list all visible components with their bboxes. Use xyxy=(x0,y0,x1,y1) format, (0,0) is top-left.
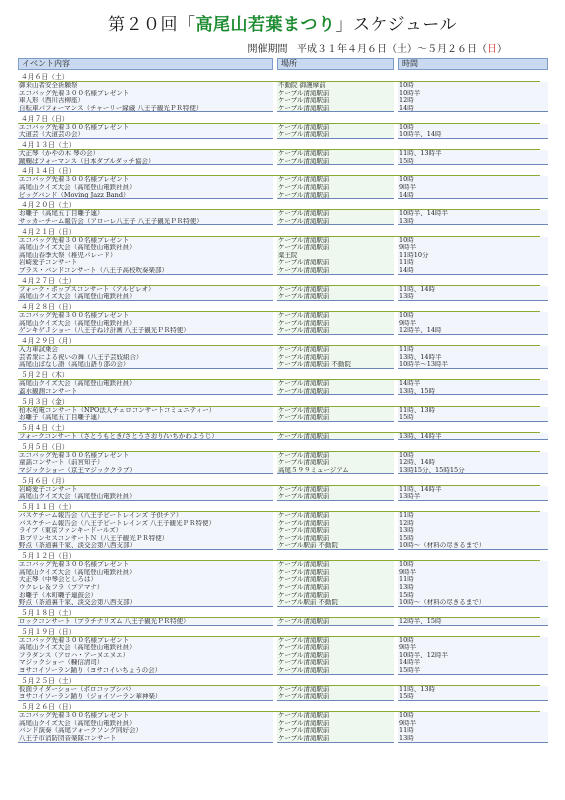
time-cell: 15時 xyxy=(398,535,548,543)
event-cell: 高尾山ばなし語（高尾山語り部の会） xyxy=(18,361,273,369)
table-row xyxy=(18,267,548,275)
event-cell: フォークコンサート（さとうもとき/さとうさおり/いちかわようじ） xyxy=(18,433,273,441)
day-date: ５月４日（土） xyxy=(18,423,540,433)
place-cell: ケーブル清滝駅前 xyxy=(277,459,394,467)
event-cell: フォーク・ポップスコンサート（アルビレオ） xyxy=(18,286,273,294)
table-row xyxy=(18,644,548,652)
table-row xyxy=(18,652,548,660)
event-cell: ビッグバンド（Moving Jazz Band） xyxy=(18,192,273,200)
place-cell: ケーブル清滝駅前 xyxy=(277,293,394,301)
table-row xyxy=(18,493,548,501)
place-cell: ケーブル清滝駅前 xyxy=(277,354,394,362)
table-row xyxy=(18,131,548,139)
table-row xyxy=(18,90,548,98)
place-cell: ケーブル駅前 不動院 xyxy=(277,599,394,607)
time-cell: 9時半 xyxy=(398,644,548,652)
place-cell: ケーブル清滝駅前 xyxy=(277,735,394,743)
table-row xyxy=(18,82,548,90)
event-period xyxy=(247,40,507,55)
time-cell: 9時半 xyxy=(398,320,548,328)
festival-name: 高尾山若葉まつり xyxy=(195,15,336,35)
table-row xyxy=(18,346,548,354)
event-cell: フラダンス（アロハ・アーヌエヌエ） xyxy=(18,652,273,660)
time-cell: 14時半 xyxy=(398,380,548,388)
place-cell: 不動院 御護摩前 xyxy=(277,82,394,90)
table-row xyxy=(18,158,548,166)
table-row xyxy=(18,388,548,396)
time-cell: 10時～（材料の尽きるまで） xyxy=(398,599,548,607)
event-cell: ライブ（東京ファンキードールズ） xyxy=(18,527,273,535)
table-row xyxy=(18,327,548,335)
event-cell: サッカーチーム報告会（アローレ八王子 八王子観光ＰＲ特使） xyxy=(18,218,273,226)
place-cell: ケーブル清滝駅前 xyxy=(277,244,394,252)
time-cell: 12時 xyxy=(398,520,548,528)
table-row xyxy=(18,659,548,667)
table-row xyxy=(18,361,548,369)
place-cell: ケーブル清滝駅前 xyxy=(277,712,394,720)
place-cell: ケーブル清滝駅前 xyxy=(277,618,394,626)
place-cell: ケーブル清滝駅前 xyxy=(277,388,394,396)
time-cell: 10時 xyxy=(398,452,548,460)
time-cell: 12時、14時 xyxy=(398,459,548,467)
table-row xyxy=(18,535,548,543)
event-cell: 芸者衆による祝いの舞（八王子芸妓組合） xyxy=(18,354,273,362)
place-cell: ケーブル清滝駅前 xyxy=(277,433,394,441)
schedule-table xyxy=(18,58,548,744)
schedule-day xyxy=(18,72,548,112)
place-cell: ケーブル清滝駅前 xyxy=(277,584,394,592)
schedule-day xyxy=(18,423,548,441)
place-cell: ケーブル清滝駅前 xyxy=(277,90,394,98)
place-cell: ケーブル清滝駅前 xyxy=(277,637,394,645)
event-cell: 岩崎愛子コンサート xyxy=(18,259,273,267)
table-row xyxy=(18,105,548,113)
time-cell: 13時 xyxy=(398,584,548,592)
schedule-day xyxy=(18,608,548,626)
schedule-day xyxy=(18,276,548,301)
time-cell: 10時半 xyxy=(398,90,548,98)
schedule-days xyxy=(18,72,548,743)
event-cell: バスケチーム報告会（八王子ビートレインズ 八王子観光ＰＲ特使） xyxy=(18,520,273,528)
place-cell: ケーブル清滝駅前 xyxy=(277,267,394,275)
day-date: ４月７日（日） xyxy=(18,114,540,124)
event-cell: エコバッグ先着３００名様プレゼント xyxy=(18,452,273,460)
event-cell: 童謡コンサート（前宮知子） xyxy=(18,459,273,467)
table-row xyxy=(18,320,548,328)
table-row xyxy=(18,259,548,267)
day-date: ５月１１日（土） xyxy=(18,502,540,512)
table-row xyxy=(18,286,548,294)
table-row xyxy=(18,592,548,600)
place-cell: ケーブル清滝駅前 xyxy=(277,527,394,535)
day-date: ５月１９日（日） xyxy=(18,627,540,637)
time-cell: 12時半、15時 xyxy=(398,618,548,626)
event-cell: 蹴鞠ぱフォーマンス（日本ダブルダッチ協会） xyxy=(18,158,273,166)
event-cell: 高尾山クイズ大会（高尾登山電鉄社員） xyxy=(18,293,273,301)
place-cell: ケーブル清滝駅前 xyxy=(277,286,394,294)
place-cell: ケーブル清滝駅前 xyxy=(277,693,394,701)
schedule-day xyxy=(18,397,548,422)
time-cell: 10時 xyxy=(398,176,548,184)
event-cell: 高尾山春季大祭（稚児パレード） xyxy=(18,252,273,260)
table-row xyxy=(18,312,548,320)
event-cell: お囃子（高尾五丁目囃子連） xyxy=(18,414,273,422)
place-cell: ケーブル清滝駅前 不動院 xyxy=(277,361,394,369)
table-row xyxy=(18,467,548,475)
event-cell: ヨサコイソーラン踊り（ヨサコイいちょうの会） xyxy=(18,667,273,675)
place-cell: ケーブル清滝駅前 xyxy=(277,124,394,132)
table-row xyxy=(18,150,548,158)
event-cell: 野点（茶道裏千家、淡交会第八西支部） xyxy=(18,599,273,607)
place-cell: ケーブル清滝駅前 xyxy=(277,652,394,660)
time-cell: 11時 xyxy=(398,512,548,520)
event-cell: エコバッグ先着３００名様プレゼント xyxy=(18,90,273,98)
time-cell: 14時半 xyxy=(398,659,548,667)
place-cell: ケーブル清滝駅前 xyxy=(277,592,394,600)
table-row xyxy=(18,735,548,743)
place-cell: ケーブル清滝駅前 xyxy=(277,535,394,543)
place-cell: ケーブル清滝駅前 xyxy=(277,131,394,139)
event-cell: 高尾山クイズ大会（高尾登山電鉄社員） xyxy=(18,184,273,192)
place-cell: ケーブル清滝駅前 xyxy=(277,176,394,184)
place-cell: ケーブル清滝駅前 xyxy=(277,520,394,528)
time-cell: 11時 xyxy=(398,727,548,735)
schedule-day xyxy=(18,627,548,675)
header-row xyxy=(18,58,548,70)
header-time: 時間 xyxy=(398,58,548,70)
schedule-day xyxy=(18,551,548,607)
time-cell: 11時、13時半 xyxy=(398,150,548,158)
place-cell: ケーブル清滝駅前 xyxy=(277,327,394,335)
event-cell: 御来山者安全祈願祭 xyxy=(18,82,273,90)
schedule-day xyxy=(18,442,548,475)
event-cell: エコバッグ先着３００名様プレゼント xyxy=(18,237,273,245)
time-cell: 9時半 xyxy=(398,244,548,252)
table-row xyxy=(18,520,548,528)
place-cell: ケーブル清滝駅前 xyxy=(277,452,394,460)
time-cell: 11時 xyxy=(398,576,548,584)
time-cell: 12時半、14時 xyxy=(398,327,548,335)
place-cell: ケーブル清滝駅前 xyxy=(277,320,394,328)
time-cell: 11時、14時 xyxy=(398,286,548,294)
time-cell: 15時 xyxy=(398,158,548,166)
event-cell: 高尾山クイズ大会（高尾登山電鉄社員） xyxy=(18,320,273,328)
table-row xyxy=(18,354,548,362)
event-cell: エコバッグ先着３００名様プレゼント xyxy=(18,312,273,320)
schedule-day xyxy=(18,227,548,275)
event-cell: マジックショー（糠信清司） xyxy=(18,659,273,667)
time-cell: 10時～（材料の尽きるまで） xyxy=(398,542,548,550)
time-cell: 14時 xyxy=(398,105,548,113)
schedule-day xyxy=(18,502,548,550)
table-row xyxy=(18,452,548,460)
place-cell: ケーブル清滝駅前 xyxy=(277,150,394,158)
time-cell: 13時15分、15時15分 xyxy=(398,467,548,475)
time-cell: 13時 xyxy=(398,293,548,301)
time-cell: 9時半 xyxy=(398,720,548,728)
place-cell: ケーブル清滝駅前 xyxy=(277,218,394,226)
time-cell: 12時 xyxy=(398,97,548,105)
table-row xyxy=(18,252,548,260)
place-cell: ケーブル清滝駅前 xyxy=(277,576,394,584)
day-date: ５月６日（月） xyxy=(18,476,540,486)
day-date: ４月１３日（土） xyxy=(18,140,540,150)
table-row xyxy=(18,237,548,245)
time-cell: 13時、14時半 xyxy=(398,354,548,362)
time-cell: 9時半 xyxy=(398,569,548,577)
table-row xyxy=(18,184,548,192)
table-row xyxy=(18,210,548,218)
table-row xyxy=(18,218,548,226)
time-cell: 11時 xyxy=(398,259,548,267)
time-cell: 10時 xyxy=(398,561,548,569)
event-cell: 蓋水観測コンサート xyxy=(18,388,273,396)
place-cell: ケーブル清滝駅前 xyxy=(277,97,394,105)
place-cell: ケーブル清滝駅前 xyxy=(277,686,394,694)
table-row xyxy=(18,693,548,701)
time-cell: 10時半～13時半 xyxy=(398,361,548,369)
time-cell: 14時 xyxy=(398,192,548,200)
day-date: ５月１８日（土） xyxy=(18,608,540,618)
table-row xyxy=(18,720,548,728)
event-cell: エコバッグ先着３００名様プレゼント xyxy=(18,176,273,184)
header-event: イベント内容 xyxy=(18,58,273,70)
day-date: ４月２１日（日） xyxy=(18,227,540,237)
table-row xyxy=(18,459,548,467)
event-cell: ゲンキゲＪショー（八王子ねけ計画 八王子観光ＰＲ特使） xyxy=(18,327,273,335)
table-row xyxy=(18,618,548,626)
place-cell: ケーブル清滝駅前 xyxy=(277,237,394,245)
time-cell: 15時 xyxy=(398,592,548,600)
event-cell: 車人形（西川古柳座） xyxy=(18,97,273,105)
day-date: ４月２０日（土） xyxy=(18,200,540,210)
place-cell: ケーブル清滝駅前 xyxy=(277,659,394,667)
event-cell: 八王子市消防団音楽隊コンサート xyxy=(18,735,273,743)
day-date: ５月１２日（日） xyxy=(18,551,540,561)
time-cell: 11時、13時 xyxy=(398,407,548,415)
event-cell: エコバッグ先着３００名様プレゼント xyxy=(18,124,273,132)
event-cell: 高尾山クイズ大会（高尾登山電鉄社員） xyxy=(18,720,273,728)
table-row xyxy=(18,667,548,675)
day-date: ４月２８日（日） xyxy=(18,302,540,312)
period-sunday: 日 xyxy=(487,44,497,55)
schedule-day xyxy=(18,476,548,501)
event-cell: 高尾山クイズ大会（高尾登山電鉄社員） xyxy=(18,644,273,652)
event-cell: 岩崎愛子コンサート xyxy=(18,486,273,494)
place-cell: ケーブル清滝駅前 xyxy=(277,512,394,520)
place-cell: ケーブル清滝駅前 xyxy=(277,644,394,652)
event-cell: エコバッグ先着３００名様プレゼント xyxy=(18,637,273,645)
day-date: ４月２９日（月） xyxy=(18,336,540,346)
day-date: ５月２日（木） xyxy=(18,370,540,380)
schedule-day xyxy=(18,200,548,225)
place-cell: 高尾５９９ミュージアム xyxy=(277,467,394,475)
place-cell: ケーブル清滝駅前 xyxy=(277,486,394,494)
schedule-day xyxy=(18,166,548,199)
place-cell: ケーブル清滝駅前 xyxy=(277,259,394,267)
time-cell: 15時半 xyxy=(398,667,548,675)
time-cell: 13時 xyxy=(398,735,548,743)
place-cell: ケーブル清滝駅前 xyxy=(277,105,394,113)
table-row xyxy=(18,97,548,105)
place-cell: ケーブル清滝駅前 xyxy=(277,210,394,218)
page-title xyxy=(0,10,565,35)
place-cell: ケーブル清滝駅前 xyxy=(277,727,394,735)
table-row xyxy=(18,686,548,694)
place-cell: ケーブル清滝駅前 xyxy=(277,561,394,569)
place-cell: ケーブル清滝駅前 xyxy=(277,312,394,320)
place-cell: ケーブル清滝駅前 xyxy=(277,493,394,501)
schedule-day xyxy=(18,114,548,139)
time-cell: 10時 xyxy=(398,82,548,90)
time-cell: 10時半、14時 xyxy=(398,131,548,139)
table-row xyxy=(18,576,548,584)
event-cell: バンド演奏（高尾フォークソング同好会） xyxy=(18,727,273,735)
event-cell: お囃子（高尾五丁目囃子連） xyxy=(18,210,273,218)
day-date: ４月１４日（日） xyxy=(18,166,540,176)
time-cell: 13時半 xyxy=(398,493,548,501)
time-cell: 13時 xyxy=(398,218,548,226)
header-place: 場所 xyxy=(277,58,394,70)
table-row xyxy=(18,293,548,301)
table-row xyxy=(18,380,548,388)
table-row xyxy=(18,486,548,494)
place-cell: ケーブル清滝駅前 xyxy=(277,192,394,200)
event-cell: 大正琴（かやの木 琴の会） xyxy=(18,150,273,158)
day-date: ４月２７日（土） xyxy=(18,276,540,286)
place-cell: ケーブル清滝駅前 xyxy=(277,346,394,354)
place-cell: ケーブル清滝駅前 xyxy=(277,158,394,166)
event-cell: ウクレレ＆フラ（プアマナ） xyxy=(18,584,273,592)
period-text: 平成３１年４月６日（土）～５月２６日（ xyxy=(297,44,487,55)
event-cell: 高尾山クイズ大会（高尾登山電鉄社員） xyxy=(18,244,273,252)
time-cell: 14時 xyxy=(398,267,548,275)
place-cell: ケーブル清滝駅前 xyxy=(277,667,394,675)
table-row xyxy=(18,414,548,422)
event-cell: バスケチーム報告会（八王子ビートレインズ 子供チア） xyxy=(18,512,273,520)
time-cell: 11時10分 xyxy=(398,252,548,260)
schedule-day xyxy=(18,302,548,335)
place-cell: ケーブル清滝駅前 xyxy=(277,720,394,728)
event-cell: 高尾山クイズ大会（高尾登山電鉄社員） xyxy=(18,569,273,577)
event-cell: 高尾山クイズ大会（高尾登山電鉄社員） xyxy=(18,380,273,388)
title-prefix: 第２０回「 xyxy=(108,15,196,35)
table-row xyxy=(18,433,548,441)
schedule-day xyxy=(18,676,548,701)
table-row xyxy=(18,727,548,735)
time-cell: 15時 xyxy=(398,693,548,701)
table-row xyxy=(18,527,548,535)
place-cell: ケーブル清滝駅前 xyxy=(277,414,394,422)
place-cell: ケーブル清滝駅前 xyxy=(277,184,394,192)
place-cell: 薬王院 xyxy=(277,252,394,260)
table-row xyxy=(18,407,548,415)
event-cell: 高尾山クイズ大会（高尾登山電鉄社員） xyxy=(18,493,273,501)
time-cell: 10時 xyxy=(398,312,548,320)
title-suffix: 」スケジュール xyxy=(335,15,457,35)
time-cell: 11時、14時半 xyxy=(398,486,548,494)
event-cell: ヨサコイソーラン踊り（ジョイソーラン華神楽） xyxy=(18,693,273,701)
event-cell: 仮面ライダーショー（ボロコップシバ） xyxy=(18,686,273,694)
day-date: ４月６日（土） xyxy=(18,72,540,82)
event-cell: エコバッグ先着３００名様プレゼント xyxy=(18,561,273,569)
event-cell: マジックショー（京王マジッククラブ） xyxy=(18,467,273,475)
event-cell: 柏木苑電コンサート（NPO法人チェロコンサートコミュニティー） xyxy=(18,407,273,415)
event-cell: ブラス・バンドコンサート（八王子高校吹奏楽部） xyxy=(18,267,273,275)
table-row xyxy=(18,244,548,252)
time-cell: 11時、13時 xyxy=(398,686,548,694)
time-cell: 13時、14時半 xyxy=(398,433,548,441)
time-cell: 10時 xyxy=(398,237,548,245)
table-row xyxy=(18,599,548,607)
schedule-day xyxy=(18,140,548,165)
time-cell: 13時 xyxy=(398,527,548,535)
table-row xyxy=(18,584,548,592)
place-cell: ケーブル駅前 不動院 xyxy=(277,542,394,550)
place-cell: ケーブル清滝駅前 xyxy=(277,407,394,415)
event-cell: 大正琴（中琴会としろは） xyxy=(18,576,273,584)
event-cell: エコバッグ先着３００名様プレゼント xyxy=(18,712,273,720)
event-cell: ＢプリンセスコンサートＮ（八王子観光ＰＲ特使） xyxy=(18,535,273,543)
schedule-day xyxy=(18,370,548,395)
event-cell: 大道芸（大道芸の会） xyxy=(18,131,273,139)
time-cell: 11時 xyxy=(398,346,548,354)
table-row xyxy=(18,192,548,200)
event-cell: ロックコンサート（プラチナリズム 八王子観光ＰＲ特使） xyxy=(18,618,273,626)
period-close: ） xyxy=(497,44,507,55)
event-cell: お囃子（木町囃子連鼓会） xyxy=(18,592,273,600)
place-cell: ケーブル清滝駅前 xyxy=(277,380,394,388)
schedule-day xyxy=(18,702,548,742)
period-label: 開催期間 xyxy=(247,44,288,55)
day-date: ５月５日（日） xyxy=(18,442,540,452)
table-row xyxy=(18,561,548,569)
place-cell: ケーブル清滝駅前 xyxy=(277,569,394,577)
schedule-day xyxy=(18,336,548,369)
table-row xyxy=(18,712,548,720)
time-cell: 10時 xyxy=(398,637,548,645)
table-row xyxy=(18,637,548,645)
table-row xyxy=(18,512,548,520)
day-date: ５月２５日（土） xyxy=(18,676,540,686)
time-cell: 10時 xyxy=(398,124,548,132)
table-row xyxy=(18,542,548,550)
event-cell: 自転車パフォーマンス（チャーリー縁蔵 八王子観光ＰＲ特使） xyxy=(18,105,273,113)
event-cell: 野点（茶道裏千家、淡交会第八西支部） xyxy=(18,542,273,550)
day-date: ５月２６日（日） xyxy=(18,702,540,712)
time-cell: 10時半、14時半 xyxy=(398,210,548,218)
time-cell: 9時半 xyxy=(398,184,548,192)
table-row xyxy=(18,569,548,577)
time-cell: 15時 xyxy=(398,414,548,422)
time-cell: 10時半、12時半 xyxy=(398,652,548,660)
time-cell: 13時、15時 xyxy=(398,388,548,396)
day-date: ５月３日（金） xyxy=(18,397,540,407)
event-cell: 入力車試乗会 xyxy=(18,346,273,354)
time-cell: 10時 xyxy=(398,712,548,720)
table-row xyxy=(18,176,548,184)
table-row xyxy=(18,124,548,132)
